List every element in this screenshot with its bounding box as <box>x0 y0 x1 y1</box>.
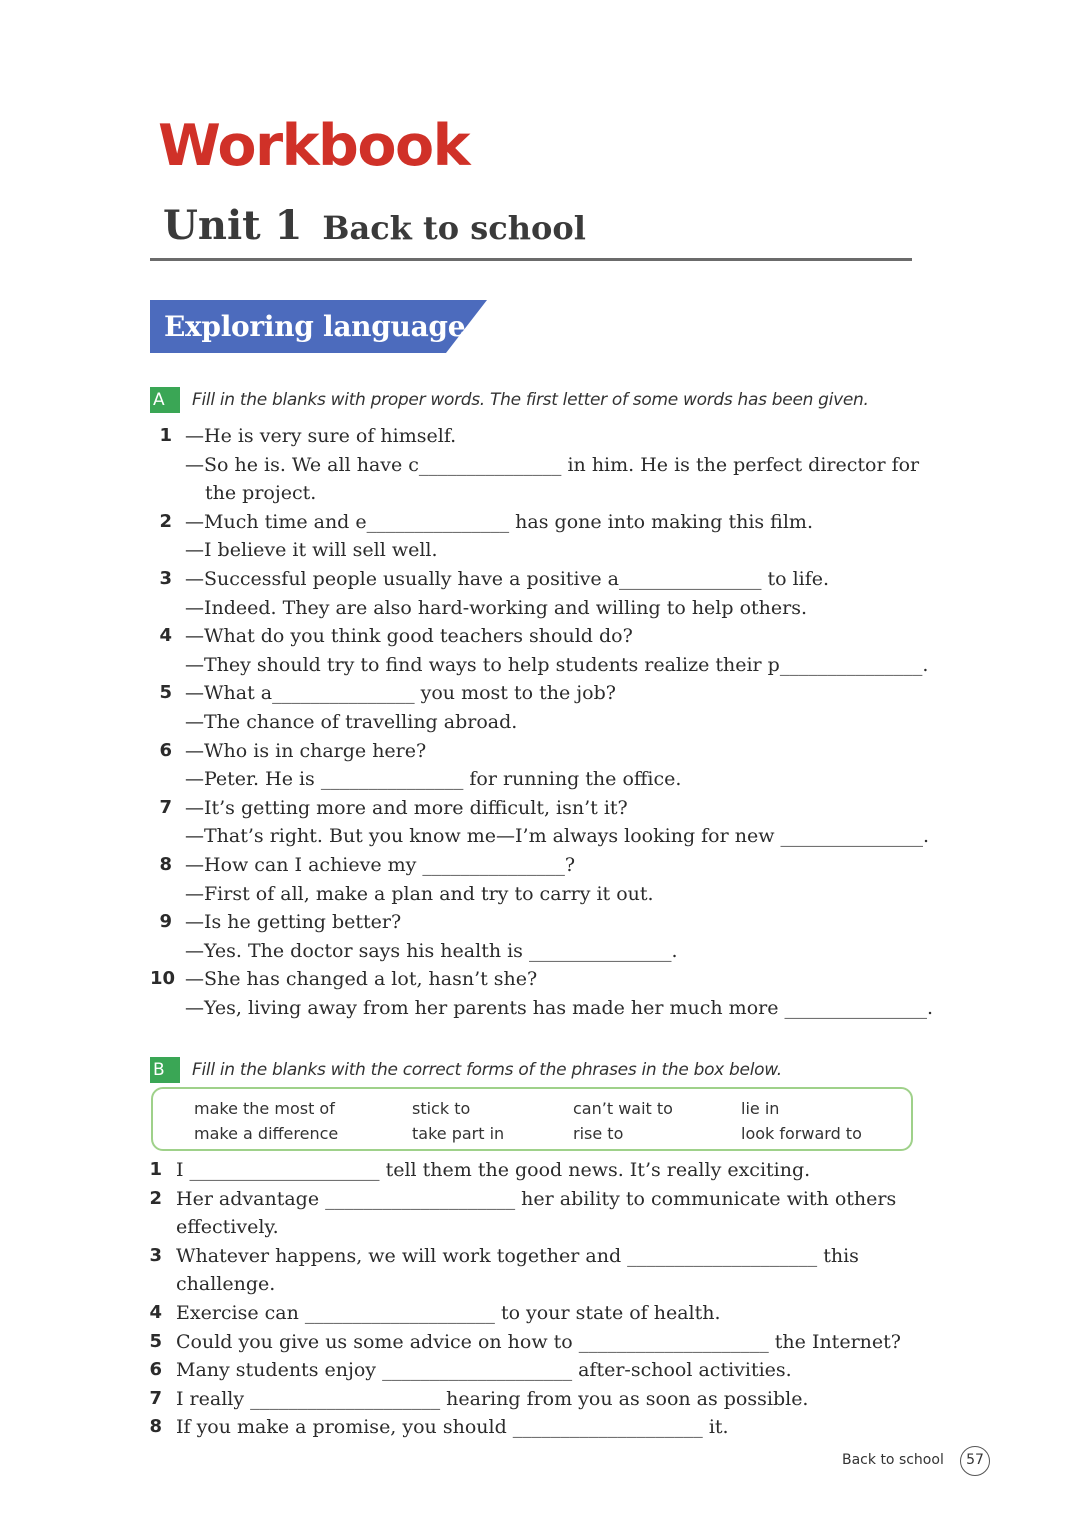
item-line: —He is very sure of himself. <box>185 425 457 447</box>
item-number: 4 <box>149 1302 162 1323</box>
unit-name: Back to school <box>322 209 586 247</box>
unit-label: Unit 1 <box>163 202 303 249</box>
item-line: —How can I achieve my _______________? <box>185 854 576 876</box>
item-line: I ____________________ tell them the good news. It’s really exciting. <box>176 1159 811 1181</box>
item-line: —What a_______________ you most to the job? <box>185 682 616 705</box>
section-banner <box>150 300 487 353</box>
item-number: 7 <box>149 1387 162 1409</box>
item-number: 2 <box>159 510 172 532</box>
item-line: Whatever happens, we will work together and ____________________ this <box>176 1244 859 1267</box>
item-line: —That’s right. But you know me—I’m always looking for new _______________. <box>185 825 930 848</box>
unit-divider <box>150 258 912 261</box>
item-line: the project. <box>205 482 317 505</box>
phrase: look forward to <box>741 1124 862 1143</box>
item-number: 8 <box>159 854 172 875</box>
item-line: —Peter. He is _______________ for running the office. <box>185 768 682 791</box>
phrase: take part in <box>412 1124 505 1143</box>
phrase: stick to <box>412 1099 471 1118</box>
item-line: —They should try to find ways to help students realize their p_______________. <box>185 653 929 676</box>
item-line: —So he is. We all have c_______________ in him. He is the perfect director for <box>185 453 920 476</box>
phrase: can’t wait to <box>573 1099 673 1118</box>
phrase-box <box>151 1087 913 1151</box>
item-line: Many students enjoy ____________________ after-school activities. <box>176 1359 792 1382</box>
page-number: 57 <box>960 1446 990 1476</box>
item-number: 5 <box>159 682 172 704</box>
item-line: If you make a promise, you should ____________________ it. <box>176 1416 729 1439</box>
item-line: —Much time and e_______________ has gone into making this film. <box>185 510 813 533</box>
task-a-instruction: Fill in the blanks with proper words. The first letter of some words has been given. <box>192 390 869 410</box>
item-line: —Yes, living away from her parents has made her much more _______________. <box>185 997 934 1019</box>
item-line: Exercise can ____________________ to your state of health. <box>176 1302 721 1324</box>
item-line: challenge. <box>176 1273 276 1296</box>
task-b-instruction: Fill in the blanks with the correct forms of the phrases in the box below. <box>192 1060 782 1080</box>
item-number: 1 <box>159 425 172 446</box>
phrase: make a difference <box>194 1124 339 1143</box>
item-line: —She has changed a lot, hasn’t she? <box>185 968 538 991</box>
item-line: —I believe it will sell well. <box>185 539 438 562</box>
phrase: lie in <box>741 1099 780 1118</box>
item-number: 8 <box>149 1416 162 1438</box>
phrase: make the most of <box>194 1099 335 1118</box>
task-a-header <box>150 387 869 413</box>
task-a-badge: A <box>150 387 180 413</box>
item-line: effectively. <box>176 1216 279 1239</box>
item-number: 10 <box>150 968 176 990</box>
item-number: 5 <box>149 1330 162 1352</box>
item-number: 4 <box>159 625 172 647</box>
item-number: 2 <box>149 1187 162 1209</box>
task-b-header <box>150 1057 782 1083</box>
section-title: Exploring language <box>164 310 466 343</box>
item-number: 3 <box>149 1244 162 1266</box>
item-number: 1 <box>149 1159 162 1180</box>
item-number: 6 <box>149 1359 162 1381</box>
item-line: —Successful people usually have a positive a_______________ to life. <box>185 568 830 590</box>
item-number: 3 <box>159 568 172 589</box>
unit-heading <box>163 202 586 249</box>
item-line: Could you give us some advice on how to ____________________ the Internet? <box>176 1330 901 1353</box>
footer-chapter: Back to school <box>842 1452 944 1468</box>
item-line: —The chance of travelling abroad. <box>185 711 518 733</box>
item-line: —First of all, make a plan and try to carry it out. <box>185 882 654 905</box>
task-b-badge: B <box>150 1057 180 1083</box>
item-line: —Yes. The doctor says his health is _______________. <box>185 939 678 962</box>
item-line: —Indeed. They are also hard-working and willing to help others. <box>185 596 808 619</box>
item-line: Her advantage ____________________ her ability to communicate with others <box>176 1187 897 1210</box>
item-number: 7 <box>159 796 172 818</box>
item-line: —Is he getting better? <box>185 911 402 934</box>
item-line: —It’s getting more and more difficult, isn’t it? <box>185 796 628 819</box>
item-line: —What do you think good teachers should do? <box>185 625 633 648</box>
page-title: Workbook <box>158 113 470 179</box>
item-line: —Who is in charge here? <box>185 739 427 762</box>
item-line: I really ____________________ hearing from you as soon as possible. <box>176 1387 809 1410</box>
item-number: 6 <box>159 739 172 761</box>
item-number: 9 <box>159 911 172 933</box>
phrase: rise to <box>573 1124 624 1143</box>
